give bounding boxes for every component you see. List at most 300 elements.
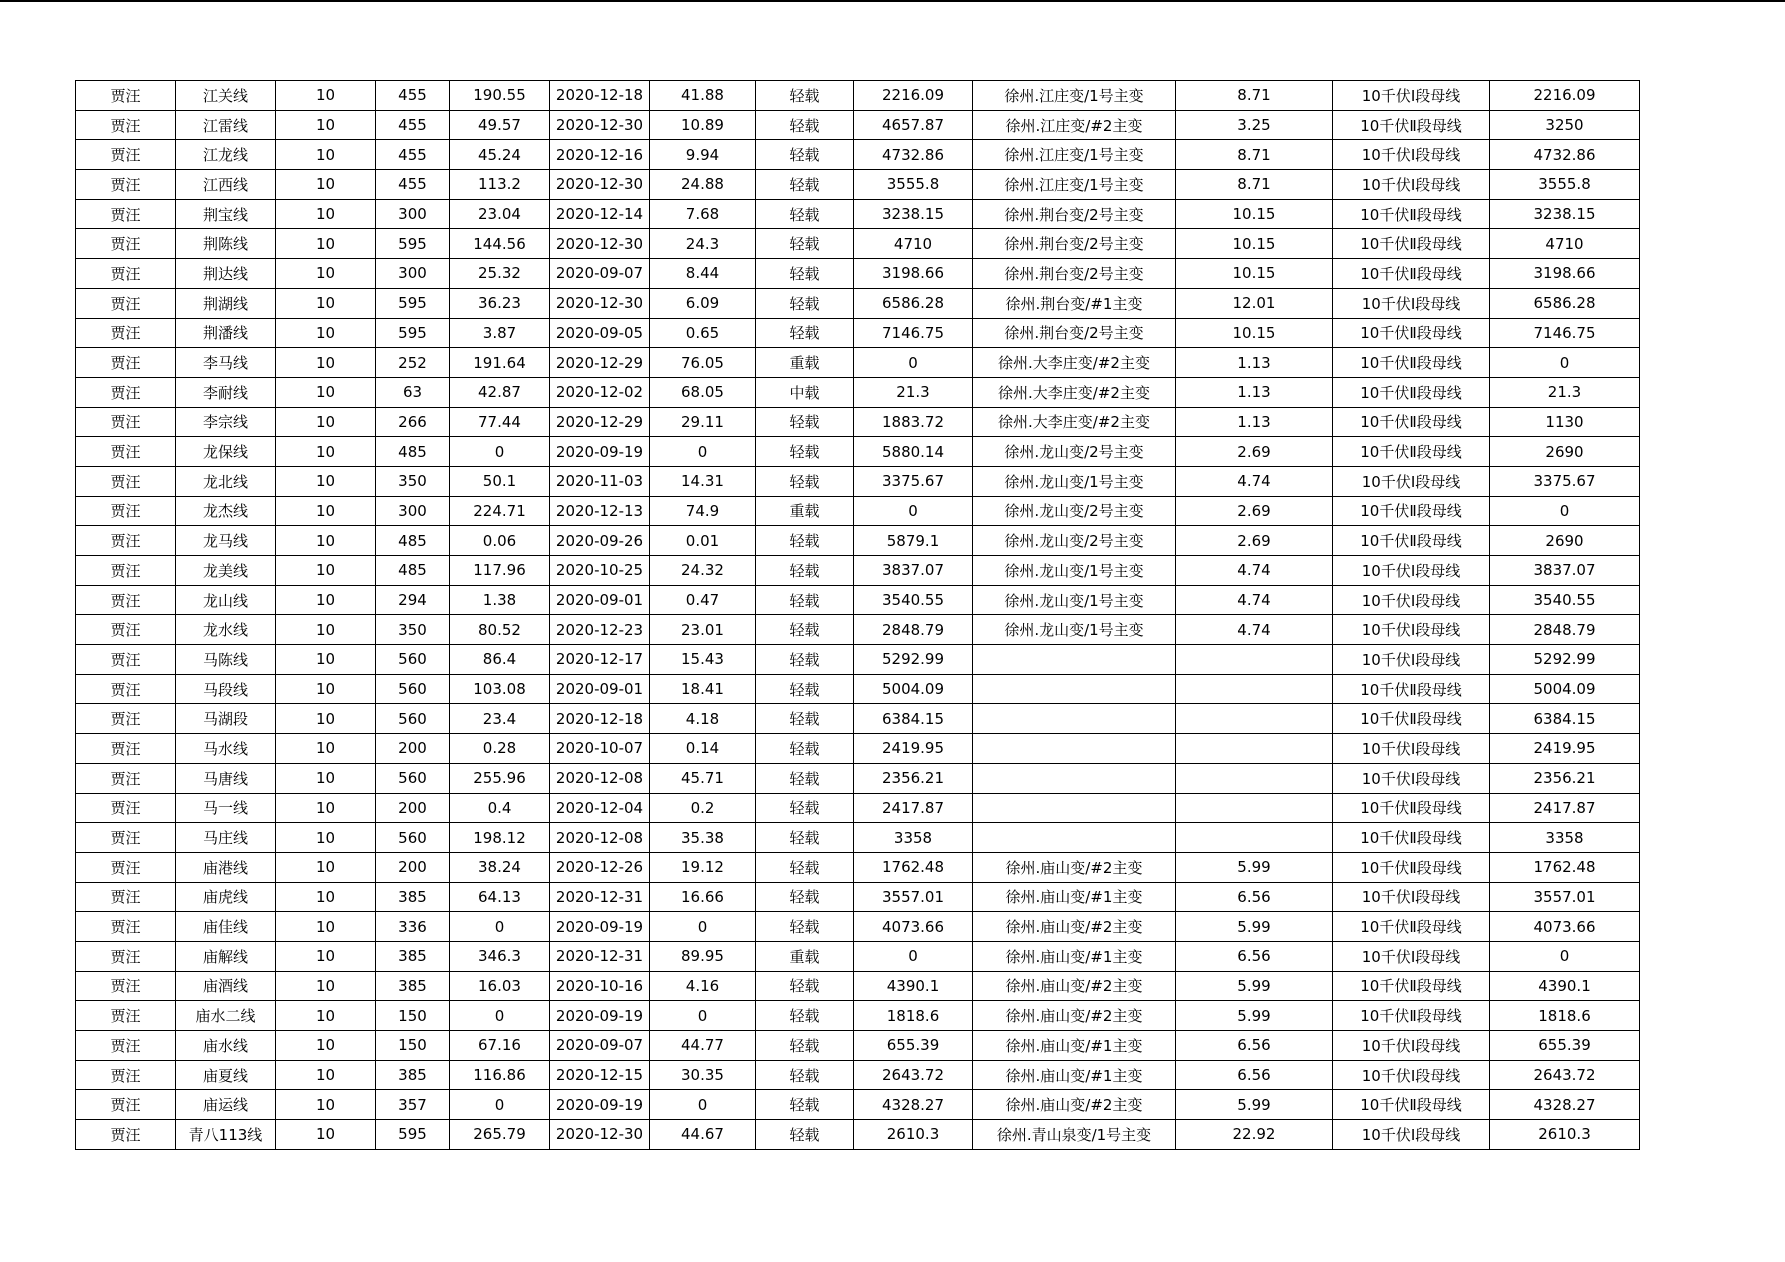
table-row <box>76 348 1640 378</box>
transformer-margin-cell <box>1176 704 1333 734</box>
peak-load-cell: 191.64 <box>450 348 550 378</box>
available-capacity-cell: 4073.66 <box>854 912 973 942</box>
final-capacity-cell: 3837.07 <box>1490 556 1640 586</box>
bus-section-cell: 10千伏Ⅱ段母线 <box>1333 229 1490 259</box>
table-row <box>76 110 1640 140</box>
district-cell: 贾汪 <box>76 199 176 229</box>
bus-section-cell: 10千伏Ⅱ段母线 <box>1333 407 1490 437</box>
peak-load-cell: 0.4 <box>450 793 550 823</box>
load-rate-cell: 29.11 <box>650 407 756 437</box>
transformer-margin-cell <box>1176 793 1333 823</box>
transformer-cell: 徐州.庙山变/#2主变 <box>973 971 1176 1001</box>
voltage-cell: 10 <box>276 674 376 704</box>
line-name-cell: 江关线 <box>176 81 276 111</box>
peak-date-cell: 2020-12-30 <box>550 110 650 140</box>
load-rate-cell: 24.3 <box>650 229 756 259</box>
bus-section-cell: 10千伏Ⅱ段母线 <box>1333 496 1490 526</box>
transformer-cell: 徐州.龙山变/2号主变 <box>973 437 1176 467</box>
available-capacity-cell: 4390.1 <box>854 971 973 1001</box>
peak-date-cell: 2020-12-08 <box>550 823 650 853</box>
transformer-margin-cell <box>1176 823 1333 853</box>
peak-load-cell: 0 <box>450 437 550 467</box>
voltage-cell: 10 <box>276 912 376 942</box>
load-rate-cell: 68.05 <box>650 377 756 407</box>
line-name-cell: 庙解线 <box>176 941 276 971</box>
available-capacity-cell: 0 <box>854 496 973 526</box>
final-capacity-cell: 3557.01 <box>1490 882 1640 912</box>
bus-section-cell: 10千伏Ⅱ段母线 <box>1333 526 1490 556</box>
table-row <box>76 526 1640 556</box>
table-row <box>76 81 1640 111</box>
transformer-cell: 徐州.庙山变/#2主变 <box>973 852 1176 882</box>
peak-load-cell: 42.87 <box>450 377 550 407</box>
load-rate-cell: 89.95 <box>650 941 756 971</box>
available-capacity-cell: 1818.6 <box>854 1001 973 1031</box>
final-capacity-cell: 3238.15 <box>1490 199 1640 229</box>
peak-date-cell: 2020-09-01 <box>550 674 650 704</box>
transformer-margin-cell <box>1176 763 1333 793</box>
voltage-cell: 10 <box>276 318 376 348</box>
peak-load-cell: 346.3 <box>450 941 550 971</box>
table-row <box>76 437 1640 467</box>
district-cell: 贾汪 <box>76 704 176 734</box>
load-status-cell: 重载 <box>756 348 854 378</box>
bus-section-cell: 10千伏Ⅰ段母线 <box>1333 941 1490 971</box>
peak-date-cell: 2020-12-30 <box>550 170 650 200</box>
page-top-rule <box>0 0 1785 2</box>
peak-date-cell: 2020-09-19 <box>550 1090 650 1120</box>
district-cell: 贾汪 <box>76 674 176 704</box>
bus-section-cell: 10千伏Ⅰ段母线 <box>1333 763 1490 793</box>
transformer-cell: 徐州.庙山变/#2主变 <box>973 1001 1176 1031</box>
available-capacity-cell: 6586.28 <box>854 288 973 318</box>
district-cell: 贾汪 <box>76 1060 176 1090</box>
bus-section-cell: 10千伏Ⅰ段母线 <box>1333 170 1490 200</box>
available-capacity-cell: 2216.09 <box>854 81 973 111</box>
voltage-cell: 10 <box>276 734 376 764</box>
line-name-cell: 荆潘线 <box>176 318 276 348</box>
peak-load-cell: 116.86 <box>450 1060 550 1090</box>
transformer-cell: 徐州.龙山变/1号主变 <box>973 615 1176 645</box>
bus-section-cell: 10千伏Ⅱ段母线 <box>1333 437 1490 467</box>
transformer-cell: 徐州.庙山变/#1主变 <box>973 1060 1176 1090</box>
bus-section-cell: 10千伏Ⅱ段母线 <box>1333 259 1490 289</box>
transformer-cell: 徐州.庙山变/#2主变 <box>973 912 1176 942</box>
capacity-cell: 266 <box>376 407 450 437</box>
load-status-cell: 轻载 <box>756 140 854 170</box>
capacity-cell: 385 <box>376 941 450 971</box>
table-row <box>76 496 1640 526</box>
table-row <box>76 971 1640 1001</box>
available-capacity-cell: 3557.01 <box>854 882 973 912</box>
load-status-cell: 轻载 <box>756 81 854 111</box>
transformer-margin-cell: 12.01 <box>1176 288 1333 318</box>
line-name-cell: 荆陈线 <box>176 229 276 259</box>
line-name-cell: 龙保线 <box>176 437 276 467</box>
final-capacity-cell: 3358 <box>1490 823 1640 853</box>
transformer-cell: 徐州.庙山变/#1主变 <box>973 1031 1176 1061</box>
district-cell: 贾汪 <box>76 407 176 437</box>
district-cell: 贾汪 <box>76 496 176 526</box>
voltage-cell: 10 <box>276 170 376 200</box>
transformer-margin-cell: 10.15 <box>1176 199 1333 229</box>
table-row <box>76 823 1640 853</box>
final-capacity-cell: 3555.8 <box>1490 170 1640 200</box>
bus-section-cell: 10千伏Ⅰ段母线 <box>1333 466 1490 496</box>
load-rate-cell: 16.66 <box>650 882 756 912</box>
load-rate-cell: 8.44 <box>650 259 756 289</box>
transformer-cell <box>973 763 1176 793</box>
load-rate-cell: 45.71 <box>650 763 756 793</box>
peak-load-cell: 144.56 <box>450 229 550 259</box>
peak-load-cell: 23.04 <box>450 199 550 229</box>
load-status-cell: 轻载 <box>756 1031 854 1061</box>
load-rate-cell: 0 <box>650 912 756 942</box>
table-row <box>76 941 1640 971</box>
final-capacity-cell: 4390.1 <box>1490 971 1640 1001</box>
load-rate-cell: 0.14 <box>650 734 756 764</box>
available-capacity-cell: 3540.55 <box>854 585 973 615</box>
available-capacity-cell: 4710 <box>854 229 973 259</box>
final-capacity-cell: 2216.09 <box>1490 81 1640 111</box>
peak-date-cell: 2020-09-19 <box>550 437 650 467</box>
transformer-margin-cell: 4.74 <box>1176 585 1333 615</box>
final-capacity-cell: 2419.95 <box>1490 734 1640 764</box>
peak-load-cell: 0 <box>450 1001 550 1031</box>
transformer-cell: 徐州.江庄变/1号主变 <box>973 170 1176 200</box>
load-status-cell: 重载 <box>756 941 854 971</box>
transformer-margin-cell: 5.99 <box>1176 971 1333 1001</box>
bus-section-cell: 10千伏Ⅰ段母线 <box>1333 556 1490 586</box>
load-status-cell: 轻载 <box>756 437 854 467</box>
available-capacity-cell: 2417.87 <box>854 793 973 823</box>
transformer-margin-cell: 5.99 <box>1176 1090 1333 1120</box>
voltage-cell: 10 <box>276 437 376 467</box>
transformer-cell: 徐州.龙山变/2号主变 <box>973 526 1176 556</box>
transformer-margin-cell: 10.15 <box>1176 318 1333 348</box>
district-cell: 贾汪 <box>76 585 176 615</box>
available-capacity-cell: 2356.21 <box>854 763 973 793</box>
table-row <box>76 734 1640 764</box>
available-capacity-cell: 21.3 <box>854 377 973 407</box>
voltage-cell: 10 <box>276 852 376 882</box>
transformer-margin-cell: 8.71 <box>1176 170 1333 200</box>
table-row <box>76 229 1640 259</box>
capacity-cell: 300 <box>376 199 450 229</box>
transformer-cell: 徐州.龙山变/1号主变 <box>973 556 1176 586</box>
load-rate-cell: 6.09 <box>650 288 756 318</box>
bus-section-cell: 10千伏Ⅰ段母线 <box>1333 1060 1490 1090</box>
voltage-cell: 10 <box>276 466 376 496</box>
peak-date-cell: 2020-12-02 <box>550 377 650 407</box>
final-capacity-cell: 4328.27 <box>1490 1090 1640 1120</box>
available-capacity-cell: 4732.86 <box>854 140 973 170</box>
bus-section-cell: 10千伏Ⅱ段母线 <box>1333 912 1490 942</box>
transformer-margin-cell: 3.25 <box>1176 110 1333 140</box>
transformer-cell <box>973 823 1176 853</box>
available-capacity-cell: 2643.72 <box>854 1060 973 1090</box>
voltage-cell: 10 <box>276 288 376 318</box>
transformer-margin-cell: 6.56 <box>1176 941 1333 971</box>
peak-date-cell: 2020-12-31 <box>550 941 650 971</box>
capacity-cell: 595 <box>376 288 450 318</box>
line-name-cell: 江龙线 <box>176 140 276 170</box>
line-name-cell: 马水线 <box>176 734 276 764</box>
table-row <box>76 793 1640 823</box>
final-capacity-cell: 3540.55 <box>1490 585 1640 615</box>
table-row <box>76 318 1640 348</box>
bus-section-cell: 10千伏Ⅱ段母线 <box>1333 1001 1490 1031</box>
transformer-margin-cell: 5.99 <box>1176 1001 1333 1031</box>
available-capacity-cell: 4328.27 <box>854 1090 973 1120</box>
transformer-margin-cell: 5.99 <box>1176 912 1333 942</box>
load-rate-cell: 18.41 <box>650 674 756 704</box>
bus-section-cell: 10千伏Ⅱ段母线 <box>1333 377 1490 407</box>
bus-section-cell: 10千伏Ⅱ段母线 <box>1333 704 1490 734</box>
transformer-cell: 徐州.荆台变/2号主变 <box>973 199 1176 229</box>
load-status-cell: 轻载 <box>756 823 854 853</box>
transformer-margin-cell: 8.71 <box>1176 140 1333 170</box>
voltage-cell: 10 <box>276 556 376 586</box>
voltage-cell: 10 <box>276 140 376 170</box>
table-row <box>76 1001 1640 1031</box>
transformer-cell: 徐州.江庄变/#2主变 <box>973 110 1176 140</box>
load-rate-cell: 35.38 <box>650 823 756 853</box>
peak-date-cell: 2020-09-05 <box>550 318 650 348</box>
final-capacity-cell: 3375.67 <box>1490 466 1640 496</box>
line-name-cell: 江雷线 <box>176 110 276 140</box>
capacity-cell: 150 <box>376 1001 450 1031</box>
load-status-cell: 重载 <box>756 496 854 526</box>
capacity-cell: 150 <box>376 1031 450 1061</box>
capacity-cell: 455 <box>376 140 450 170</box>
transformer-margin-cell: 2.69 <box>1176 496 1333 526</box>
peak-load-cell: 0 <box>450 912 550 942</box>
district-cell: 贾汪 <box>76 377 176 407</box>
capacity-cell: 485 <box>376 526 450 556</box>
final-capacity-cell: 0 <box>1490 348 1640 378</box>
capacity-cell: 357 <box>376 1090 450 1120</box>
capacity-cell: 455 <box>376 81 450 111</box>
table-row <box>76 407 1640 437</box>
transformer-cell: 徐州.龙山变/2号主变 <box>973 496 1176 526</box>
peak-load-cell: 113.2 <box>450 170 550 200</box>
transformer-margin-cell: 6.56 <box>1176 882 1333 912</box>
peak-load-cell: 67.16 <box>450 1031 550 1061</box>
district-cell: 贾汪 <box>76 437 176 467</box>
peak-load-cell: 64.13 <box>450 882 550 912</box>
peak-date-cell: 2020-12-26 <box>550 852 650 882</box>
bus-section-cell: 10千伏Ⅱ段母线 <box>1333 199 1490 229</box>
transformer-cell: 徐州.荆台变/2号主变 <box>973 259 1176 289</box>
load-rate-cell: 23.01 <box>650 615 756 645</box>
bus-section-cell: 10千伏Ⅱ段母线 <box>1333 1090 1490 1120</box>
transformer-margin-cell: 8.71 <box>1176 81 1333 111</box>
transformer-margin-cell <box>1176 734 1333 764</box>
table-row <box>76 882 1640 912</box>
available-capacity-cell: 3198.66 <box>854 259 973 289</box>
transformer-margin-cell: 2.69 <box>1176 526 1333 556</box>
table-row <box>76 377 1640 407</box>
line-name-cell: 庙水线 <box>176 1031 276 1061</box>
final-capacity-cell: 21.3 <box>1490 377 1640 407</box>
line-name-cell: 庙运线 <box>176 1090 276 1120</box>
peak-load-cell: 49.57 <box>450 110 550 140</box>
peak-date-cell: 2020-12-17 <box>550 645 650 675</box>
peak-load-cell: 25.32 <box>450 259 550 289</box>
line-name-cell: 马一线 <box>176 793 276 823</box>
load-rate-cell: 19.12 <box>650 852 756 882</box>
transformer-cell <box>973 674 1176 704</box>
table-row <box>76 1031 1640 1061</box>
line-name-cell: 庙水二线 <box>176 1001 276 1031</box>
peak-date-cell: 2020-12-30 <box>550 288 650 318</box>
transformer-cell: 徐州.江庄变/1号主变 <box>973 140 1176 170</box>
peak-date-cell: 2020-09-07 <box>550 259 650 289</box>
transformer-cell: 徐州.江庄变/1号主变 <box>973 81 1176 111</box>
district-cell: 贾汪 <box>76 81 176 111</box>
transformer-cell: 徐州.庙山变/#1主变 <box>973 941 1176 971</box>
table-row <box>76 170 1640 200</box>
line-name-cell: 马段线 <box>176 674 276 704</box>
available-capacity-cell: 655.39 <box>854 1031 973 1061</box>
feeder-load-table <box>75 80 1640 1150</box>
capacity-cell: 485 <box>376 437 450 467</box>
district-cell: 贾汪 <box>76 793 176 823</box>
peak-load-cell: 77.44 <box>450 407 550 437</box>
capacity-cell: 560 <box>376 763 450 793</box>
peak-load-cell: 1.38 <box>450 585 550 615</box>
peak-date-cell: 2020-12-13 <box>550 496 650 526</box>
line-name-cell: 李宗线 <box>176 407 276 437</box>
load-status-cell: 轻载 <box>756 645 854 675</box>
district-cell: 贾汪 <box>76 852 176 882</box>
load-status-cell: 轻载 <box>756 852 854 882</box>
voltage-cell: 10 <box>276 348 376 378</box>
load-rate-cell: 24.32 <box>650 556 756 586</box>
peak-load-cell: 36.23 <box>450 288 550 318</box>
table-row <box>76 288 1640 318</box>
transformer-margin-cell: 2.69 <box>1176 437 1333 467</box>
load-rate-cell: 10.89 <box>650 110 756 140</box>
transformer-cell: 徐州.庙山变/#1主变 <box>973 882 1176 912</box>
capacity-cell: 200 <box>376 793 450 823</box>
peak-date-cell: 2020-12-14 <box>550 199 650 229</box>
final-capacity-cell: 7146.75 <box>1490 318 1640 348</box>
final-capacity-cell: 4710 <box>1490 229 1640 259</box>
transformer-margin-cell: 10.15 <box>1176 259 1333 289</box>
voltage-cell: 10 <box>276 1031 376 1061</box>
voltage-cell: 10 <box>276 110 376 140</box>
transformer-cell: 徐州.青山泉变/1号主变 <box>973 1120 1176 1150</box>
district-cell: 贾汪 <box>76 288 176 318</box>
available-capacity-cell: 3555.8 <box>854 170 973 200</box>
bus-section-cell: 10千伏Ⅰ段母线 <box>1333 882 1490 912</box>
transformer-cell: 徐州.庙山变/#2主变 <box>973 1090 1176 1120</box>
peak-date-cell: 2020-12-15 <box>550 1060 650 1090</box>
load-rate-cell: 7.68 <box>650 199 756 229</box>
load-status-cell: 轻载 <box>756 704 854 734</box>
bus-section-cell: 10千伏Ⅱ段母线 <box>1333 110 1490 140</box>
district-cell: 贾汪 <box>76 941 176 971</box>
district-cell: 贾汪 <box>76 912 176 942</box>
load-status-cell: 轻载 <box>756 318 854 348</box>
table-row <box>76 466 1640 496</box>
voltage-cell: 10 <box>276 496 376 526</box>
peak-date-cell: 2020-12-29 <box>550 407 650 437</box>
capacity-cell: 200 <box>376 852 450 882</box>
load-status-cell: 轻载 <box>756 734 854 764</box>
load-status-cell: 轻载 <box>756 556 854 586</box>
load-status-cell: 轻载 <box>756 971 854 1001</box>
voltage-cell: 10 <box>276 526 376 556</box>
line-name-cell: 庙港线 <box>176 852 276 882</box>
line-name-cell: 马唐线 <box>176 763 276 793</box>
voltage-cell: 10 <box>276 704 376 734</box>
voltage-cell: 10 <box>276 377 376 407</box>
available-capacity-cell: 0 <box>854 941 973 971</box>
peak-load-cell: 255.96 <box>450 763 550 793</box>
voltage-cell: 10 <box>276 941 376 971</box>
district-cell: 贾汪 <box>76 1090 176 1120</box>
transformer-cell: 徐州.龙山变/1号主变 <box>973 585 1176 615</box>
final-capacity-cell: 2417.87 <box>1490 793 1640 823</box>
transformer-margin-cell: 10.15 <box>1176 229 1333 259</box>
load-status-cell: 轻载 <box>756 793 854 823</box>
load-rate-cell: 0.47 <box>650 585 756 615</box>
capacity-cell: 385 <box>376 971 450 1001</box>
bus-section-cell: 10千伏Ⅰ段母线 <box>1333 288 1490 318</box>
capacity-cell: 350 <box>376 615 450 645</box>
peak-load-cell: 224.71 <box>450 496 550 526</box>
voltage-cell: 10 <box>276 585 376 615</box>
district-cell: 贾汪 <box>76 882 176 912</box>
load-rate-cell: 76.05 <box>650 348 756 378</box>
peak-date-cell: 2020-12-30 <box>550 229 650 259</box>
table-row <box>76 912 1640 942</box>
available-capacity-cell: 0 <box>854 348 973 378</box>
voltage-cell: 10 <box>276 793 376 823</box>
capacity-cell: 350 <box>376 466 450 496</box>
load-rate-cell: 0.65 <box>650 318 756 348</box>
voltage-cell: 10 <box>276 259 376 289</box>
transformer-margin-cell: 22.92 <box>1176 1120 1333 1150</box>
final-capacity-cell: 2690 <box>1490 437 1640 467</box>
load-rate-cell: 41.88 <box>650 81 756 111</box>
line-name-cell: 庙夏线 <box>176 1060 276 1090</box>
transformer-margin-cell: 4.74 <box>1176 615 1333 645</box>
available-capacity-cell: 3837.07 <box>854 556 973 586</box>
line-name-cell: 青八113线 <box>176 1120 276 1150</box>
transformer-margin-cell: 6.56 <box>1176 1060 1333 1090</box>
final-capacity-cell: 6384.15 <box>1490 704 1640 734</box>
load-rate-cell: 9.94 <box>650 140 756 170</box>
line-name-cell: 龙杰线 <box>176 496 276 526</box>
district-cell: 贾汪 <box>76 466 176 496</box>
table-row <box>76 674 1640 704</box>
peak-load-cell: 198.12 <box>450 823 550 853</box>
table-row <box>76 585 1640 615</box>
bus-section-cell: 10千伏Ⅱ段母线 <box>1333 852 1490 882</box>
load-status-cell: 轻载 <box>756 763 854 793</box>
district-cell: 贾汪 <box>76 229 176 259</box>
table-row <box>76 556 1640 586</box>
peak-load-cell: 103.08 <box>450 674 550 704</box>
line-name-cell: 马庄线 <box>176 823 276 853</box>
final-capacity-cell: 3250 <box>1490 110 1640 140</box>
final-capacity-cell: 2356.21 <box>1490 763 1640 793</box>
peak-load-cell: 16.03 <box>450 971 550 1001</box>
